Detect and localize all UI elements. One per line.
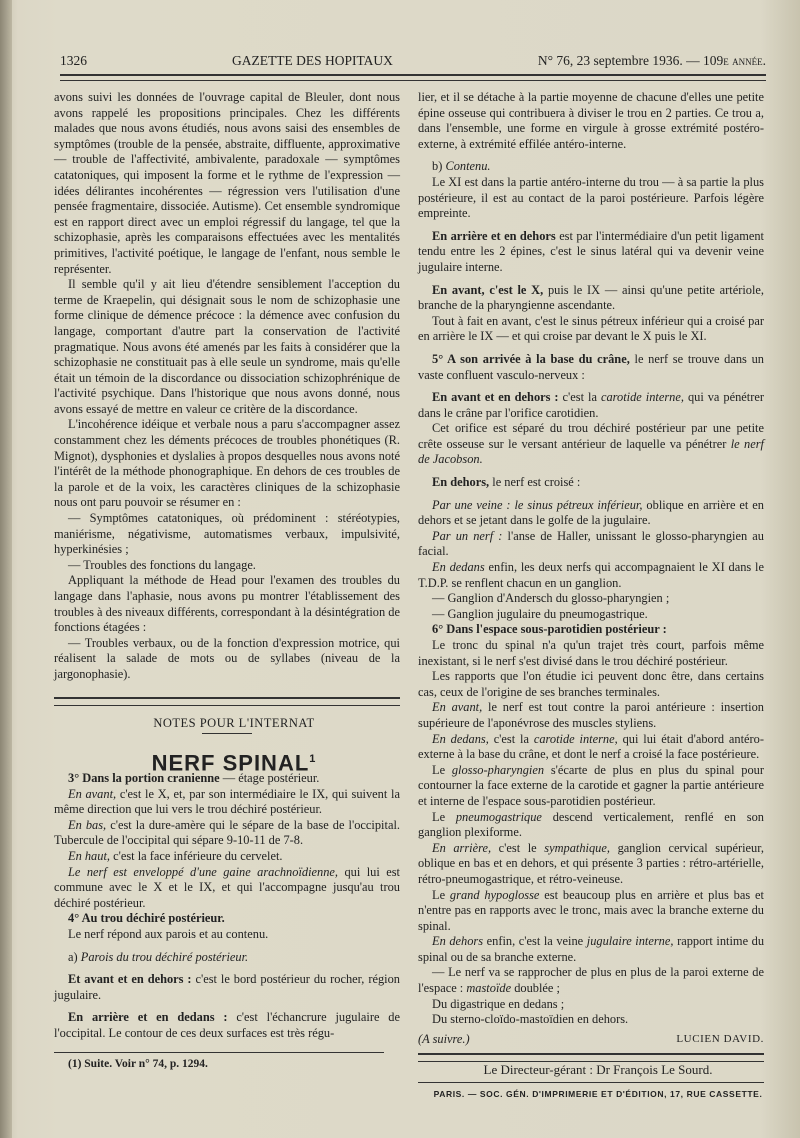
right-column	[418, 90, 764, 1103]
printer-rule	[418, 1082, 764, 1083]
paragraph: En arrière, c'est le sympathique, ganglion cervical supérieur, oblique en bas et en dehors, et qui présente 3 parties : rétro-artérielle, rétro-pneumogastrique, et rétro-veineuse.	[418, 840, 764, 886]
notes-rule	[202, 733, 252, 734]
paragraph: En dedans, c'est la carotide interne, qui lui était d'abord antéro-externe à la base du crâne, et dont le nerf a croisé la face postérieure.	[418, 731, 764, 762]
issue-number: N° 76, 23 septembre 1936. — 109	[537, 53, 724, 68]
section-heading-6: 6° Dans l'espace sous-parotidien postérieur :	[432, 622, 667, 637]
paragraph: Du sterno-cloïdo-mastoïdien en dehors.	[432, 1012, 629, 1027]
paragraph: En avant, c'est le X, puis le IX — ainsi qu'une petite artériole, branche de la pharyngienne ascendante.	[418, 282, 765, 313]
paragraph: Le nerf répond aux parois et au contenu.	[68, 927, 269, 942]
paragraph: Et avant et en dehors : c'est le bord postérieur du rocher, région jugulaire.	[54, 972, 400, 1002]
paragraph: Le glosso-pharyngien s'écarte de plus en plus du spinal pour contourner la face externe de la carotide et gagner la partie antérieure et interne de l'espace sous-parotidien postérieur.	[418, 762, 764, 808]
section-divider	[54, 697, 400, 706]
section-heading-3: 3° Dans la portion cranienne — étage postérieur.	[68, 771, 320, 786]
issue-year-suffix: e année.	[723, 53, 766, 68]
paragraph: a) Parois du trou déchiré postérieur.	[68, 949, 249, 964]
signature-line	[418, 1032, 764, 1048]
paragraph: b) Contenu.	[432, 159, 491, 174]
page-header	[60, 50, 766, 72]
section-divider	[418, 1053, 764, 1062]
paragraph: Le pneumogastrique descend verticalement, renflé en son ganglion plexiforme.	[418, 809, 764, 840]
paragraph: En avant et en dehors : c'est la carotide interne, qui va pénétrer dans le crâne par l'orifice carotidien.	[418, 390, 764, 420]
paragraph: — Ganglion d'Andersch du glosso-pharyngien ;	[432, 591, 670, 606]
paragraph: En avant, c'est le X, et, par son intermédiaire le IX, qui suivent la même direction que lui vers le trou déchiré postérieur.	[54, 786, 400, 817]
paragraph: Par un nerf : l'anse de Haller, unissant le glosso-pharyngien au facial.	[418, 528, 764, 559]
paragraph: En dedans enfin, les deux nerfs qui accompagnaient le XI dans le T.D.P. se renflent chacun en un ganglion.	[418, 560, 764, 590]
paragraph: — Troubles verbaux, ou de la fonction d'expression motrice, qui réalisent la salade de mots ou de syllabes (niveau de la jargonophasie).	[54, 635, 400, 681]
paragraph: — Symptômes catatoniques, où prédominent : stéréotypies, maniérisme, négativisme, automatismes verbaux, impulsivité, hyperkinésies ;	[54, 511, 400, 557]
paragraph: Le XI est dans la partie antéro-interne du trou — à sa partie la plus postérieure, il est au contact de la paroi postérieure. Parfois légère empreinte.	[418, 174, 764, 221]
footnote-rule	[54, 1052, 384, 1053]
paragraph: avons suivi les données de l'ouvrage capital de Bleuler, dont nous avons rappelé les propositions principales. Chez les différents malades que nous avons étudiés, nous avons saisi des ensembles de symptômes (trouble de la pensée, abstraite, diffluente, approximative — trouble de l'affectivité, ambivalente, paradoxale — symptômes catatoniques, qui imposent la forme et le rythme de l'expression — idées délirantes incohérentes — régression vers l'utilisation d'une pensée fragmentaire, dissociée. Autisme). Cet ensemble syndromique est en rapport direct avec un emploi régressif du langage, tel que la schizophasie, après les comparaisons effectuées avec les mentalités primitives, l'activité poétique, le langage de l'enfant, nous semble le représenter.	[54, 90, 400, 276]
section-heading-4: 4° Au trou déchiré postérieur.	[68, 911, 225, 926]
director-line: Le Directeur-gérant : Dr François Le Sourd.	[483, 1062, 713, 1078]
notes-title: NOTES POUR L'INTERNAT	[153, 715, 315, 730]
paragraph: L'incohérence idéique et verbale nous a paru s'accompagner assez constamment chez les déments précoces de troubles phonétiques (R. Mignot), dysphonies et dyslalies à propos desquelles nous avons noté l'intérêt de la méthode phonographique. En dehors de ces troubles de la parole et de la voix, les caractères cliniques de la schizophasie nous ont paru pouvoir se résumer en :	[54, 417, 400, 510]
printer-line: PARIS. — SOC. GÉN. D'IMPRIMERIE ET D'ÉDITION, 17, RUE CASSETTE.	[433, 1089, 763, 1100]
paragraph: Le grand hypoglosse est beaucoup plus en arrière et plus bas et n'entre pas en rapports avec le tronc, mais avec la branche externe du spinal.	[418, 887, 764, 933]
footnote-marker: 1	[309, 753, 317, 766]
left-column	[54, 90, 400, 1072]
paragraph: Appliquant la méthode de Head pour l'examen des troubles du langage dans l'aphasie, nous avons pu montrer l'établissement des troubles à des niveaux différents, correspondant à la désintégration de fonctions étagées :	[54, 573, 400, 635]
paragraph: Il semble qu'il y ait lieu d'étendre sensiblement l'acception du terme de Kraepelin, qui désignait sous le nom de schizophasie une forme clinique de démence précoce : la démence avec confusion du langage, comportant d'autre part la conservation de l'activité pragmatique. Nous avons été amenés par les faits à considérer que la schizophasie ne constituait pas à elle seule un syndrome, mais qu'elle était un témoin de la discordance ou dissociation schizophrénique de l'activité psychique. Dans l'historique que nous avons donné, nous avons essayé de mettre en valeur ce critère de la discordance.	[54, 277, 400, 416]
footnote: (1) Suite. Voir n° 74, p. 1294.	[68, 1057, 208, 1070]
paragraph: Le nerf est enveloppé d'une gaine arachnoïdienne, qui lui est commune avec le X et le IX, et qui l'accompagne jusqu'au trou déchiré postérieur.	[54, 864, 400, 910]
journal-title: GAZETTE DES HOPITAUX	[231, 53, 393, 68]
paragraph: En haut, c'est la face inférieure du cervelet.	[68, 849, 283, 864]
header-rule	[60, 74, 766, 81]
page-number: 1326	[60, 53, 87, 68]
paragraph: — Troubles des fonctions du langage.	[68, 557, 256, 572]
paragraph: En arrière et en dedans : c'est l'échancrure jugulaire de l'occipital. Le contour de ces deux surfaces est très régu-	[54, 1010, 400, 1040]
paragraph: En dehors enfin, c'est la veine jugulaire interne, rapport intime du spinal ou de sa branche externe.	[418, 934, 765, 964]
author-name: LUCIEN DAVID.	[676, 1032, 764, 1045]
to-be-continued: (A suivre.)	[418, 1031, 470, 1046]
paragraph: Les rapports que l'on étudie ici peuvent donc être, dans certains cas, ceux de l'origine de ses branches terminales.	[418, 669, 764, 699]
paragraph: — Le nerf va se rapprocher de plus en plus de la paroi externe de l'espace : mastoïde doublée ;	[418, 965, 764, 996]
paragraph: lier, et il se détache à la partie moyenne de chacune d'elles une petite épine osseuse qui contribuera à diviser le trou en 2 parties. Ce trou a, dans l'ensemble, une forme en virgule à grosse extrémité postéro-externe, à extrémité effilée antéro-interne.	[418, 90, 764, 151]
paragraph: Du digastrique en dedans ;	[432, 996, 565, 1011]
issue-info	[538, 53, 766, 69]
paragraph: En bas, c'est la dure-amère qui le sépare de la base de l'occipital. Tubercule de l'occipital qui sépare 9-10-11 de 7-8.	[54, 817, 400, 848]
article-title: NERF SPINAL$^1$	[151, 750, 317, 776]
paragraph: En arrière et en dehors est par l'intermédiaire d'un petit ligament tendu entre les 2 épines, c'est le sinus latéral qui va devenir veine jugulaire interne.	[418, 228, 764, 274]
section-heading-5: 5° A son arrivée à la base du crâne, le nerf se trouve dans un vaste confluent vasculo-nerveux :	[418, 351, 764, 382]
paragraph: Tout à fait en avant, c'est le sinus pétreux inférieur qui a croisé par en arrière le IX — et qui croise par devant le X puis le XI.	[418, 313, 764, 344]
paragraph: Le tronc du spinal n'a qu'un trajet très court, parfois même inexistant, si le nerf s'est divisé dans le trou déchiré postérieur.	[418, 638, 764, 668]
binding-spine	[0, 0, 12, 1138]
paragraph: Cet orifice est séparé du trou déchiré postérieur par une petite crête osseuse sur le versant antérieur de laquelle va pénétrer le nerf de Jacobson.	[418, 421, 764, 467]
paragraph: Par une veine : le sinus pétreux inférieur, oblique en arrière et en dehors et se jetant dans le golfe de la jugulaire.	[418, 497, 764, 528]
paragraph: En avant, le nerf est tout contre la paroi antérieure : insertion supérieure de l'aponévrose des muscles styliens.	[418, 700, 765, 730]
paragraph: — Ganglion jugulaire du pneumogastrique.	[432, 606, 648, 621]
paragraph: En dehors, le nerf est croisé :	[432, 475, 581, 490]
